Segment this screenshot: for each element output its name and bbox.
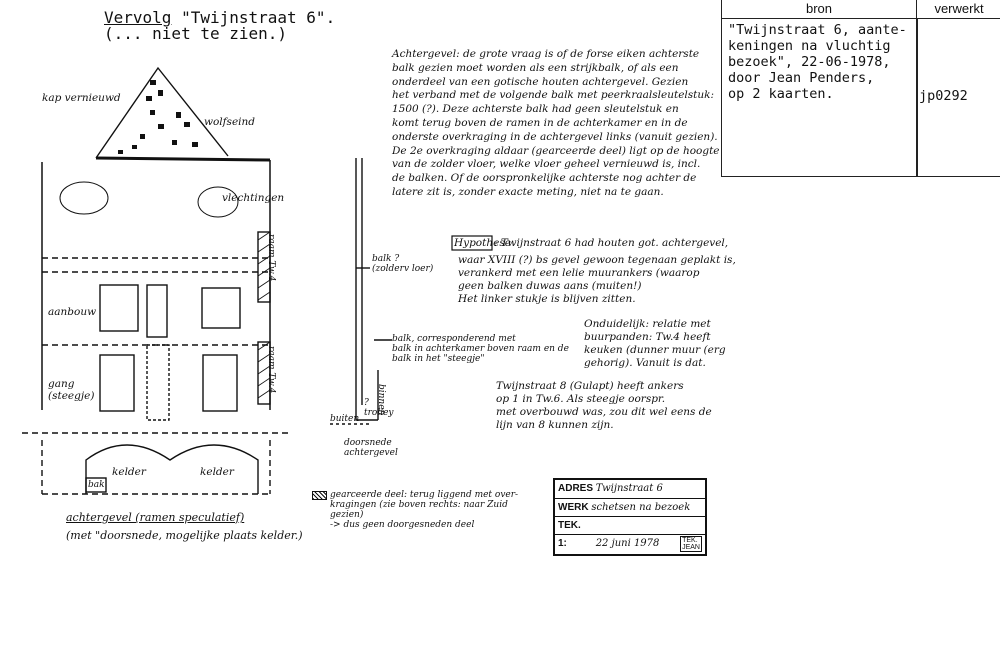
label-binnen: binnen [376,384,386,416]
note-hypothese: waar XVIII (?) bs gevel gewoon tegenaan geplakt is, verankerd met een lelie muurankers (waarop geen balken duwas aans (muiten!) Het linker stukje is blijven zitten. [458,254,736,305]
stamp-label-scale: 1: [558,538,567,549]
label-wolfseind: wolfseind [204,116,255,128]
roof-gable [96,68,228,158]
label-aanbouw: aanbouw [48,306,97,318]
label-kelder-left: kelder [112,466,146,478]
stamp-value-date: 22 juni 1978 [595,538,660,549]
bron-text: "Twijnstraat 6, aante- keningen na vluchtig bezoek", 22-06-1978, door Jean Penders, op 2 kaarten. [728,22,907,102]
stamp-value-werk: schetsen na bezoek [591,502,691,513]
label-gang: gang (steegje) [48,378,95,402]
stamp-value-adres: Twijnstraat 6 [595,483,663,494]
label-trolley: ? trolley [364,398,394,418]
label-vlechtingen: vlechtingen [222,192,285,204]
title-block-stamp [553,478,707,556]
caption-doorsnede: (met "doorsnede, mogelijke plaats kelder.) [66,529,303,542]
column-header-verwerkt: verwerkt [917,0,1000,19]
verwerkt-id: jp0292 [919,88,968,104]
label-balk-corresponderend: balk, corresponderend met balk in achterkamer boven raam en de balk in het "steegje" [392,334,569,364]
stamp-row-adres [555,480,705,499]
label-raam-tw4-bottom: raam Tw.4 [266,346,276,394]
label-doorsnede: doorsnede achtergevel [344,438,398,458]
column-header-bron: bron [722,0,917,19]
stamp-label-tek: TEK. [558,520,581,531]
stamp-row-tek [555,517,705,535]
note-twijnstraat-8: Twijnstraat 8 (Gulapt) heeft ankers op 1 in Tw.6. Als steegje oorspr. met overbouwd was, zou dit wel eens de lijn van 8 kunnen zijn. [496,380,712,431]
note-onduidelijk: Onduidelijk: relatie met buurpanden: Tw.4 heeft keuken (dunner muur (erg gehorig). Vanuit is dat. [584,318,726,369]
title-subtext: (... niet te zien.) [104,24,288,43]
label-raam-tw4-top: raam Tw.4 [266,234,276,282]
title-link-vervolg: Vervolg [104,8,172,27]
note-achtergevel: Achtergevel: de grote vraag is of de forse eiken achterste balk gezien moet worden als een strijkbalk, of als een onderdeel van een gotische houten achtergevel. Gezien het verband met de volgende balk met peerkraalsleutelstuk: 1500 (?). Deze achterste balk had geen sleutelstuk en komt terug boven de ramen in de achterkamer en in de onderste overkraging in de achtergevel links (vanuit gezien). De 2e overkraging aldaar (gearceerde deel) ligt op de hoogte van de zolder vloer, welke vloer geheel vernieuwd is, incl. de balken. Of de oorspronkelijke achterste nog achter de latere zit is, zonder exacte meting, niet na te gaan. [392,48,720,198]
label-kelder-right: kelder [200,466,234,478]
legend-text: gearceerde deel: terug liggend met over- kragingen (zie boven rechts: naar Zuid gezien) -> dus geen doorgesneden deel [330,490,519,530]
stamp-row-werk [555,499,705,517]
stamp-logo: TEK. JEAN [682,537,700,551]
hatch-legend-swatch [312,491,327,500]
stamp-label-adres: ADRES [558,483,594,494]
stamp-row-date [555,535,705,552]
note-hypothese-tag: Hypothese [454,237,511,249]
label-bak: bak [88,480,105,490]
label-balk: balk ? (zolderv loer) [372,254,434,274]
title-text: "Twijnstraat 6". [171,8,336,27]
note-hypothese-rest: : Twijnstraat 6 had houten got. achtergevel, [494,237,729,249]
stamp-label-werk: WERK [558,502,589,513]
label-buiten: buiten [330,414,360,424]
label-kap: kap vernieuwd [42,92,121,104]
caption-achtergevel: achtergevel (ramen speculatief) [66,511,245,524]
